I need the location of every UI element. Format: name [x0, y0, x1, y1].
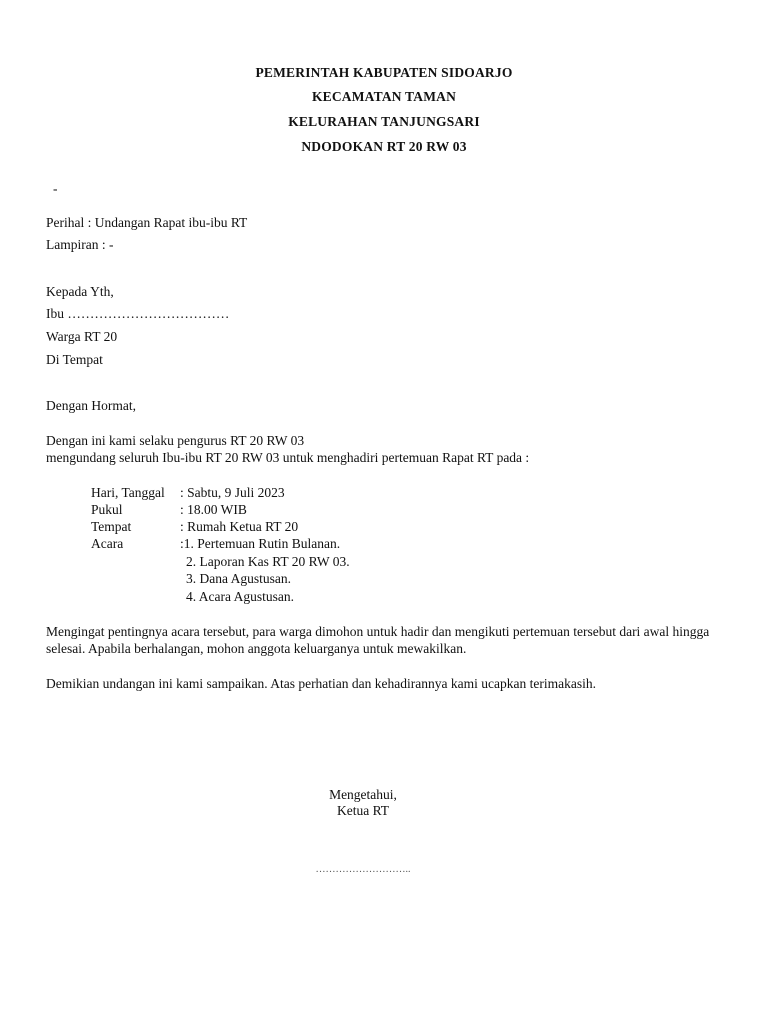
recipient-warga: Warga RT 20 — [46, 329, 118, 344]
letter-number-dash: - — [53, 181, 58, 196]
closing-paragraph: Mengingat pentingnya acara tersebut, para warga dimohon untuk hadir dan mengikuti pertemuan tersebut dari awal hingga selesai. Apabila berhalangan, mohon anggota keluarganya untuk mewakilkan. — [46, 624, 710, 656]
acara-item: 4. Acara Agustusan. — [186, 589, 294, 604]
header-village: KELURAHAN TANJUNGSARI — [288, 114, 480, 129]
detail-acara-label: Acara — [91, 536, 124, 551]
detail-hari-label: Hari, Tanggal — [91, 485, 165, 500]
acara-item: 3. Dana Agustusan. — [186, 571, 291, 586]
header-district: KECAMATAN TAMAN — [311, 89, 457, 104]
detail-hari-value: : Sabtu, 9 Juli 2023 — [180, 485, 285, 500]
acara-item: :1. Pertemuan Rutin Bulanan. — [180, 536, 341, 551]
detail-pukul-value: : 18.00 WIB — [180, 502, 247, 517]
detail-tempat-label: Tempat — [91, 519, 132, 534]
intro-line-1: Dengan ini kami selaku pengurus RT 20 RW 03 — [46, 433, 305, 448]
recipient-kepada: Kepada Yth, — [46, 284, 114, 299]
detail-tempat-value: : Rumah Ketua RT 20 — [180, 519, 299, 534]
closing-thanks: Demikian undangan ini kami sampaikan. Atas perhatian dan kehadirannya kami ucapkan terimakasih. — [46, 676, 596, 691]
header-government: PEMERINTAH KABUPATEN SIDOARJO — [255, 65, 513, 80]
acara-item: 2. Laporan Kas RT 20 RW 03. — [186, 554, 350, 569]
recipient-tempat: Di Tempat — [46, 352, 103, 367]
attachment-line: Lampiran : - — [46, 237, 114, 252]
intro-line-2: mengundang seluruh Ibu-ibu RT 20 RW 03 untuk menghadiri pertemuan Rapat RT pada : — [46, 450, 530, 465]
detail-pukul-label: Pukul — [91, 502, 123, 517]
recipient-ibu: Ibu ……………………………… — [46, 306, 230, 321]
greeting: Dengan Hormat, — [46, 398, 136, 413]
signature-title: Ketua RT — [336, 803, 390, 818]
signature-mengetahui: Mengetahui, — [329, 787, 397, 802]
signature-dots: ……………………….. — [315, 864, 411, 875]
header-neighborhood: NDODOKAN RT 20 RW 03 — [301, 139, 467, 154]
subject-line: Perihal : Undangan Rapat ibu-ibu RT — [46, 215, 248, 230]
